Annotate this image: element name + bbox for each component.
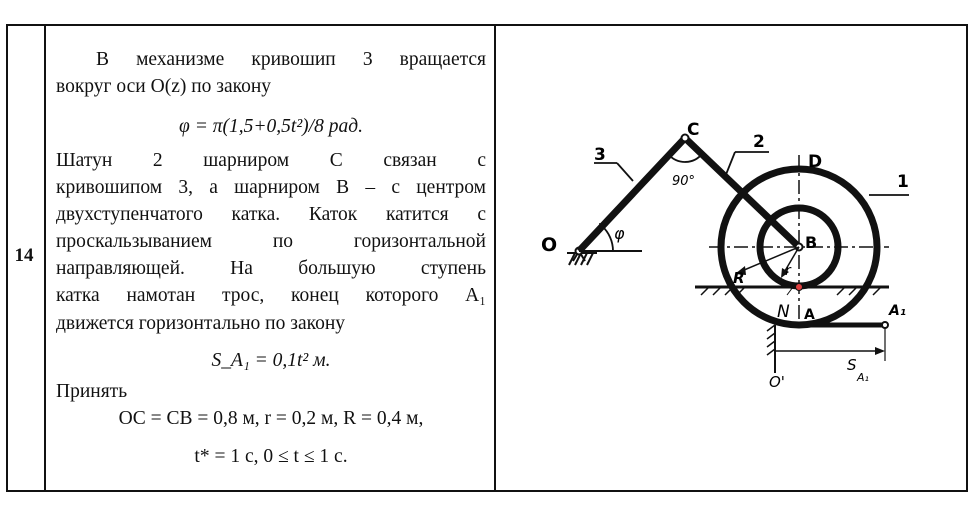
mechanism-figure — [497, 25, 967, 405]
leader-2-diag — [725, 152, 735, 177]
statement-line-7: направляющей. На большую ступень — [56, 258, 486, 279]
label-c: C — [687, 120, 700, 140]
label-a: A — [804, 307, 815, 323]
label-b: B — [805, 233, 818, 252]
label-1: 1 — [897, 172, 909, 192]
statement-line-9: движется горизонтально по закону — [56, 313, 346, 334]
time-range: t* = 1 с, 0 ≤ t ≤ 1 с. — [194, 446, 348, 467]
label-d: D — [808, 152, 823, 172]
text-figure-divider — [494, 24, 496, 492]
s-arrow-icon — [875, 347, 885, 355]
label-r-small: r — [785, 263, 791, 279]
number-column-divider — [44, 24, 46, 492]
statement-line-4: кривошипом 3, а шарниром B – с центром — [56, 177, 486, 198]
statement-line-6: проскальзыванием по горизонтальной — [56, 231, 486, 252]
given-parameters: OC = CB = 0,8 м, r = 0,2 м, R = 0,4 м, — [118, 408, 424, 429]
label-2: 2 — [753, 132, 765, 152]
label-a1: A₁ — [889, 303, 906, 319]
label-angle: 90° — [672, 174, 696, 189]
origin-hatching — [767, 325, 775, 355]
cable-end-a1 — [882, 322, 888, 328]
contact-point-n — [796, 284, 803, 291]
right-angle-arc — [669, 154, 702, 162]
label-3: 3 — [594, 145, 606, 165]
statement-line-3: Шатун 2 шарниром C связан с — [56, 150, 486, 171]
accept-label: Принять — [56, 381, 128, 402]
table-bottom-border — [6, 490, 968, 492]
rotation-law: φ = π(1,5+0,5t²)/8 рад. — [179, 116, 363, 137]
label-n: N — [777, 302, 790, 322]
leader-3-diag — [617, 163, 633, 181]
label-s-subscript: A₁ — [857, 371, 869, 384]
statement-line-8: катка намотан трос, конец которого A₁ — [56, 285, 486, 306]
statement-line-5: двухступенчатого катка. Каток катится с — [56, 204, 486, 225]
label-s: S — [847, 356, 857, 374]
label-o1: O' — [769, 373, 785, 391]
label-phi: φ — [614, 224, 625, 243]
label-o: O — [541, 234, 558, 256]
task-number: 14 — [14, 245, 34, 266]
statement-line-1: В механизме кривошип 3 вращается — [96, 49, 486, 70]
label-r-large: R — [733, 269, 745, 287]
cable-motion-law: S_A₁ = 0,1t² м. — [211, 350, 331, 371]
statement-line-2: вокруг оси O(z) по закону — [56, 76, 272, 97]
